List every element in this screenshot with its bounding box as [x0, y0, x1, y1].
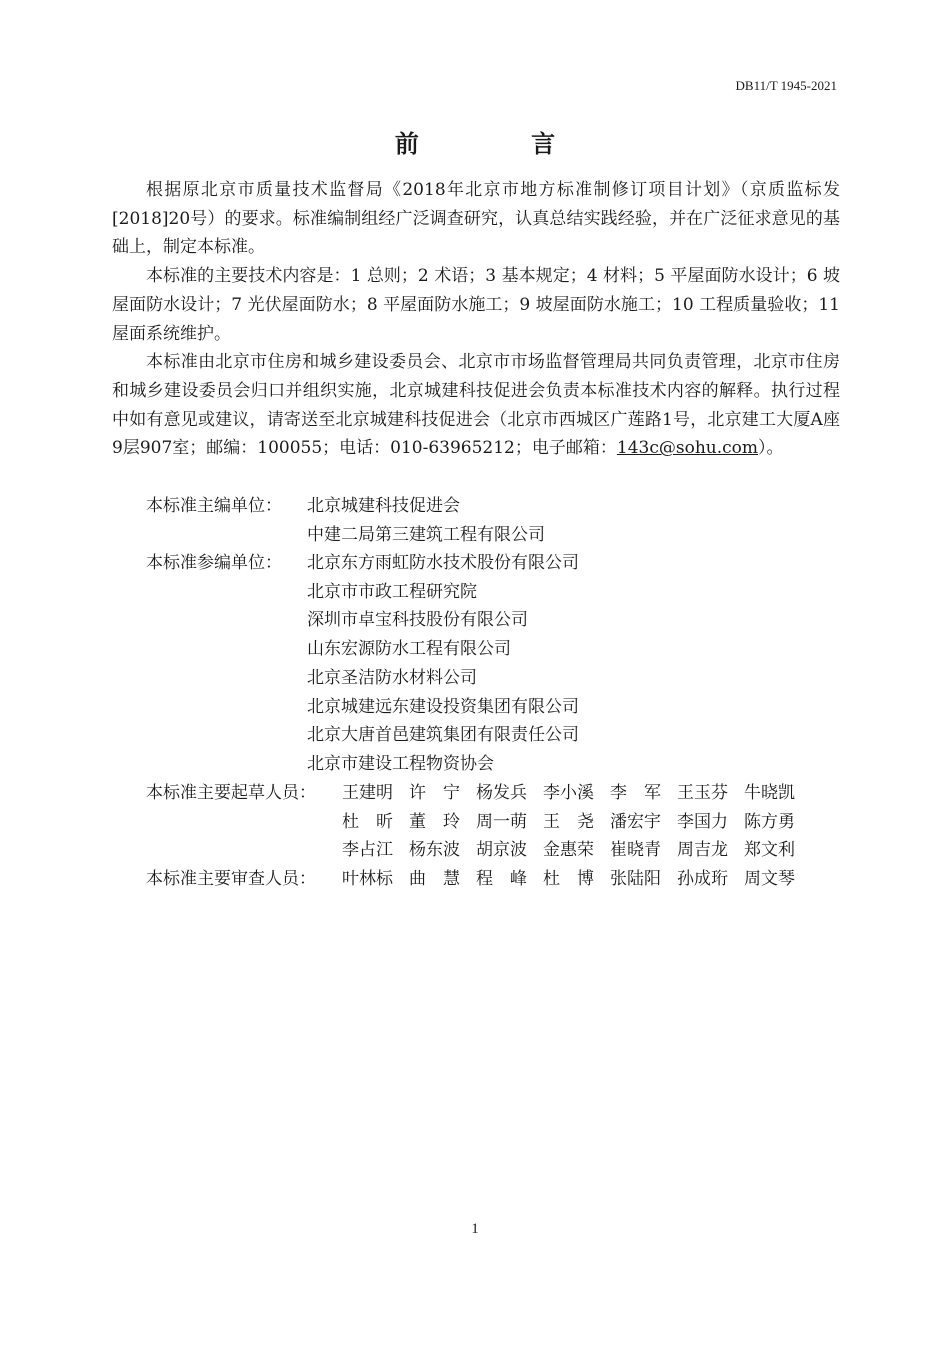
- reviewer-name: 曲 慧: [409, 869, 460, 890]
- participating-unit-row: [112, 664, 840, 693]
- drafter-name: 许 宁: [409, 783, 460, 803]
- drafter-name: 王建明: [342, 783, 393, 803]
- drafter-name: 周一萌: [476, 811, 527, 832]
- participating-unit: 北京城建远东建设投资集团有限公司: [307, 696, 579, 717]
- chief-unit-row: [112, 521, 840, 550]
- drafter-name: 李国力: [677, 811, 728, 832]
- participating-units-section: [112, 549, 840, 779]
- participating-unit: 深圳市卓宝科技股份有限公司: [307, 610, 528, 631]
- participating-unit-row: [112, 750, 840, 779]
- drafter-name: 李占江: [342, 840, 393, 861]
- drafter-name: 潘宏宇: [610, 811, 661, 832]
- drafter-name: 李 军: [610, 783, 661, 803]
- drafter-name: 李小溪: [543, 783, 594, 803]
- management-text: 本标准由北京市住房和城乡建设委员会、北京市市场监督管理局共同负责管理，北京市住房和城乡建设委员会归口并组织实施，北京城建科技促进会负责本标准技术内容的解释。执行过程中如有意见或建议，请寄送至北京城建科技促进会（北京市西城区广莲路1号，北京建工大厦A座9层907室；邮编：100055；电话：010-63965212；电子邮箱：: [112, 352, 840, 459]
- management-text-end: ）。: [758, 438, 784, 459]
- chief-unit: 中建二局第三建筑工程有限公司: [307, 524, 545, 545]
- participating-unit-row: [112, 721, 840, 750]
- reviewers-label: 本标准主要审查人员：: [146, 869, 316, 890]
- page-number: 1: [471, 1221, 479, 1237]
- reviewer-name: 杜 博: [543, 869, 594, 890]
- drafter-name: 金惠荣: [543, 840, 594, 861]
- drafter-name: 杜 昕: [342, 811, 393, 832]
- drafter-name: 崔晓青: [610, 840, 661, 861]
- paragraph-management: [112, 348, 840, 463]
- reviewer-name: 孙成珩: [677, 869, 728, 890]
- drafter-name: 王玉芬: [677, 783, 728, 803]
- document-code: DB11/T 1945-2021: [735, 78, 837, 93]
- chief-unit-row: [112, 492, 840, 521]
- drafters-row: [112, 836, 840, 865]
- participating-units-label: 本标准参编单位：: [146, 553, 282, 573]
- participating-unit: 北京市建设工程物资协会: [307, 753, 494, 774]
- participating-unit: 山东宏源防水工程有限公司: [307, 639, 511, 660]
- participating-unit-row: [112, 693, 840, 722]
- chief-units-section: [112, 492, 840, 549]
- drafter-name: 董 玲: [409, 811, 460, 832]
- participating-unit-row: [112, 549, 840, 578]
- drafter-name: 王 尧: [543, 811, 594, 832]
- paragraph-background: 根据原北京市质量技术监督局《2018年北京市地方标准制修订项目计划》（京质监标发[2018]20号）的要求。标准编制组经广泛调查研究，认真总结实践经验，并在广泛征求意见的基础上，制定本标准。: [112, 180, 840, 258]
- reviewer-name: 程 峰: [476, 869, 527, 890]
- reviewer-name: 张陆阳: [610, 869, 661, 890]
- drafters-row: [112, 779, 840, 808]
- drafter-name: 杨东波: [409, 840, 460, 861]
- participating-unit: 北京圣洁防水材料公司: [307, 667, 477, 688]
- reviewer-name: 叶林标: [342, 869, 393, 890]
- drafter-name: 陈方勇: [744, 811, 795, 832]
- participating-unit-row: [112, 606, 840, 635]
- chief-units-label: 本标准主编单位：: [146, 496, 282, 516]
- email-link[interactable]: 143c@sohu.com: [616, 438, 758, 459]
- page-title: 前 言: [394, 130, 608, 158]
- drafters-label: 本标准主要起草人员：: [146, 783, 316, 803]
- participating-unit: 北京市市政工程研究院: [307, 581, 477, 602]
- preface-body: [112, 176, 840, 463]
- drafters-section: [112, 779, 840, 894]
- drafter-name: 胡京波: [476, 840, 527, 861]
- drafter-name: 杨发兵: [476, 783, 527, 803]
- participating-unit: 北京大唐首邑建筑集团有限责任公司: [307, 725, 579, 746]
- reviewers-row: [112, 865, 840, 894]
- participating-unit: 北京东方雨虹防水技术股份有限公司: [307, 553, 579, 573]
- reviewer-name: 周文琴: [744, 869, 795, 890]
- paragraph-contents: 本标准的主要技术内容是：1 总则；2 术语；3 基本规定；4 材料；5 平屋面防水设计；6 坡屋面防水设计；7 光伏屋面防水；8 平屋面防水施工；9 坡屋面防水施工；10 工程质量验收；11 屋面系统维护。: [112, 266, 840, 344]
- chief-unit: 北京城建科技促进会: [307, 496, 460, 516]
- participating-unit-row: [112, 635, 840, 664]
- drafter-name: 周吉龙: [677, 840, 728, 861]
- drafter-name: 牛晓凯: [744, 783, 795, 803]
- drafter-name: 郑文利: [744, 840, 795, 861]
- drafters-row: [112, 808, 840, 837]
- participating-unit-row: [112, 578, 840, 607]
